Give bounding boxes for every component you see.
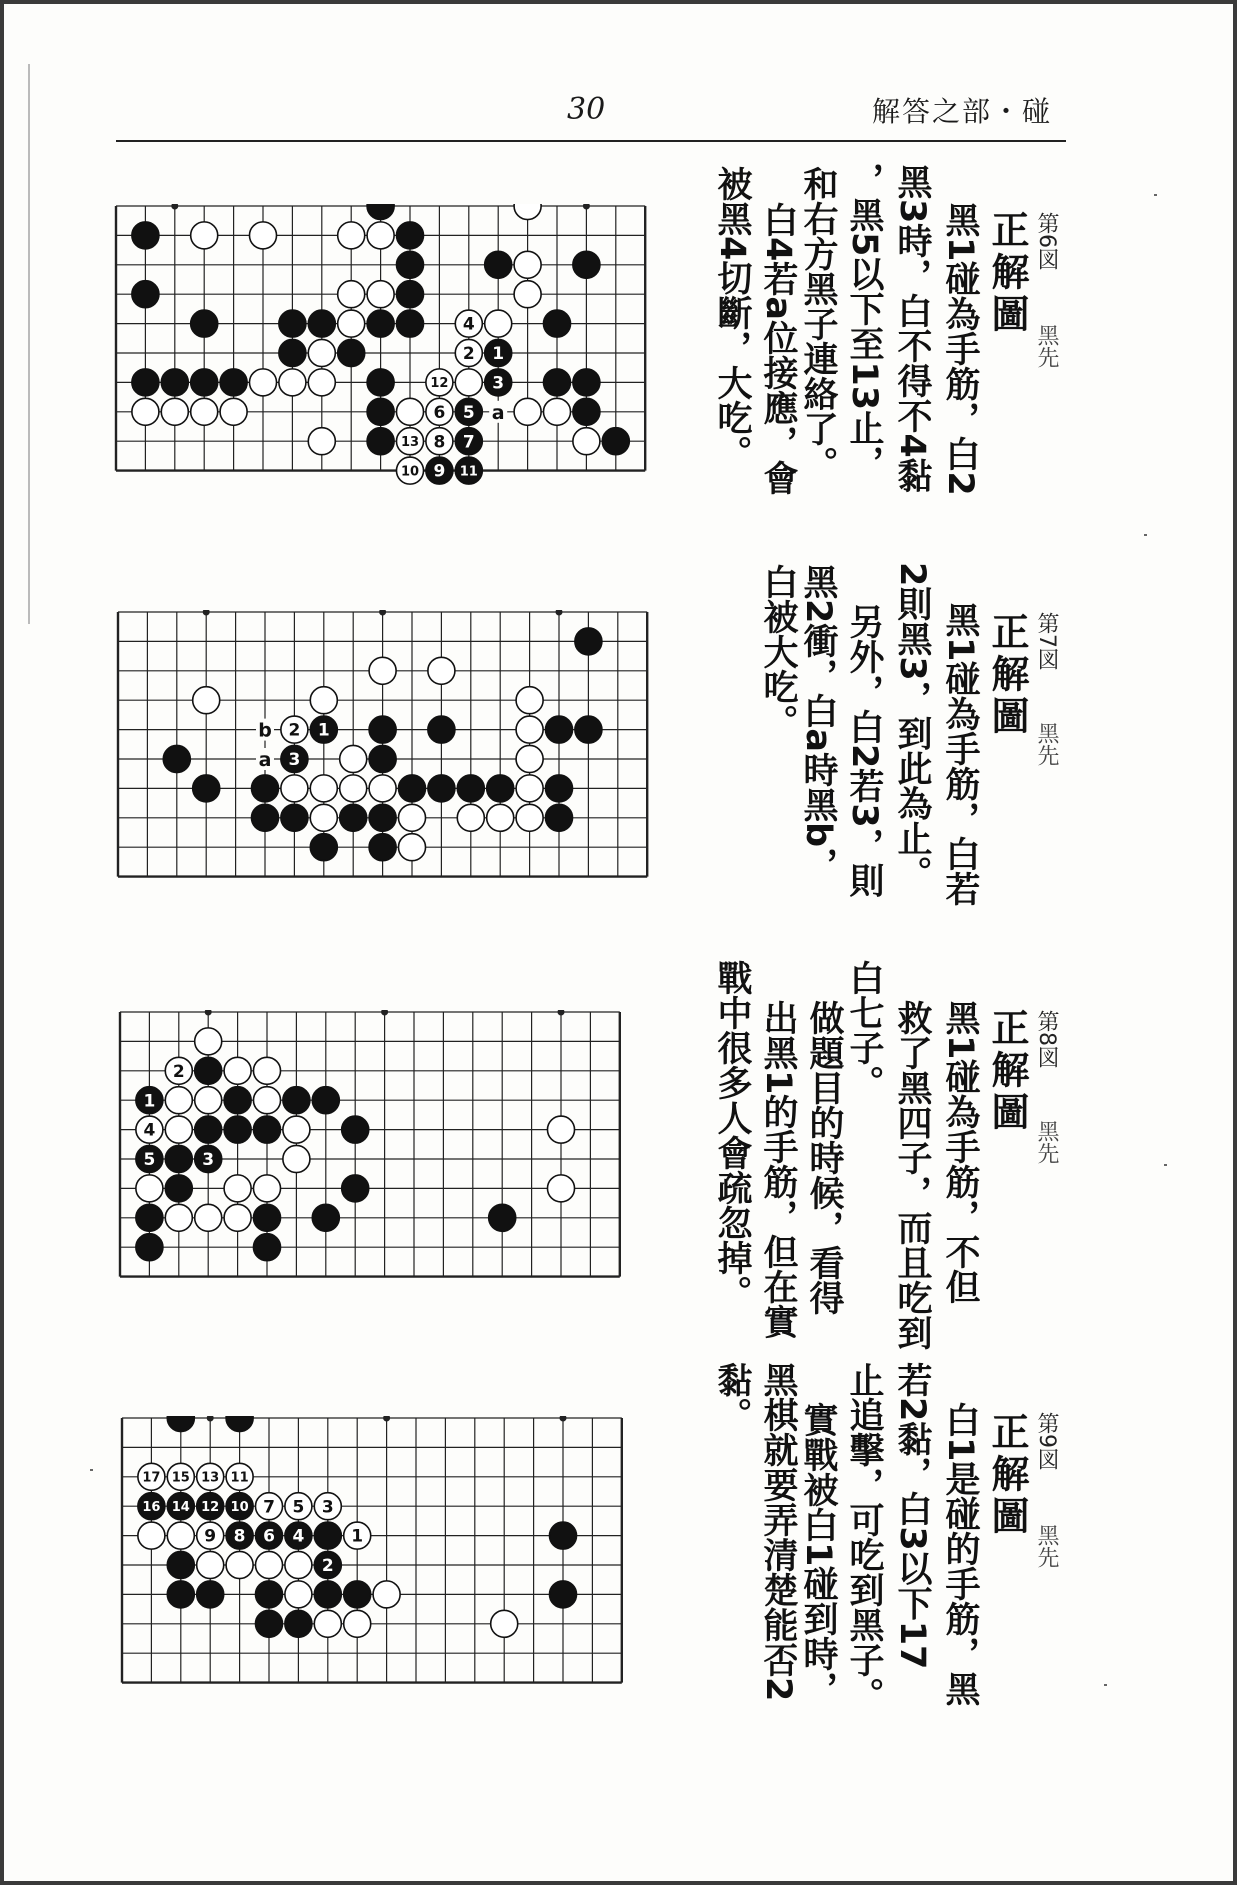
scan-speck xyxy=(28,64,30,624)
white-stone xyxy=(191,398,218,425)
white-stone xyxy=(195,1087,222,1114)
white-stone xyxy=(314,1610,341,1637)
black-stone xyxy=(136,1204,163,1231)
white-stone xyxy=(373,1581,400,1608)
white-stone xyxy=(253,1175,280,1202)
white-stone xyxy=(165,1087,192,1114)
black-stone xyxy=(428,775,455,802)
star-point xyxy=(556,610,563,616)
move-number: 6 xyxy=(263,1526,275,1547)
move-number: 2 xyxy=(172,1061,185,1082)
text-line-6-1: 黑1碰為手筋，白2 xyxy=(940,202,980,496)
white-stone xyxy=(165,1204,192,1231)
black-stone xyxy=(543,369,570,396)
white-stone xyxy=(398,804,425,831)
black-stone xyxy=(314,1581,341,1608)
running-header: 解答之部・碰 xyxy=(872,95,1053,128)
black-stone xyxy=(344,1581,371,1608)
figure-label-7: 第7図 xyxy=(1034,612,1059,670)
black-stone xyxy=(367,369,394,396)
black-stone xyxy=(369,745,396,772)
go-diagram-9 xyxy=(120,1416,660,1706)
black-stone xyxy=(308,310,335,337)
move-number: 10 xyxy=(230,1499,249,1515)
black-stone xyxy=(573,369,600,396)
book-page xyxy=(4,4,1233,1881)
white-stone xyxy=(338,310,365,337)
white-stone xyxy=(367,222,394,249)
point-label: b xyxy=(258,719,272,742)
scan-speck xyxy=(90,1469,93,1471)
mover-label-7: 黑先 xyxy=(1034,722,1059,766)
white-stone xyxy=(457,804,484,831)
figure-label-9: 第9図 xyxy=(1034,1412,1059,1470)
white-stone xyxy=(195,1204,222,1231)
white-stone xyxy=(487,804,514,831)
white-stone xyxy=(547,1175,574,1202)
move-number: 6 xyxy=(433,402,446,423)
text-line-7-3: 另外，白2若3，則 xyxy=(844,604,884,898)
white-stone xyxy=(514,281,541,308)
black-stone xyxy=(285,1610,312,1637)
white-stone xyxy=(310,775,337,802)
black-stone xyxy=(342,1175,369,1202)
black-stone xyxy=(340,804,367,831)
black-stone xyxy=(487,775,514,802)
scan-speck xyxy=(1164,1164,1167,1166)
white-stone xyxy=(224,1204,251,1231)
page-number: 30 xyxy=(567,92,606,127)
black-stone xyxy=(255,1610,282,1637)
go-diagram-8 xyxy=(118,1010,658,1300)
move-number: 5 xyxy=(462,402,475,423)
move-number: 4 xyxy=(462,314,475,335)
black-stone xyxy=(193,775,220,802)
white-stone xyxy=(516,716,543,743)
figure-label-8: 第8図 xyxy=(1034,1010,1059,1068)
black-stone xyxy=(165,1145,192,1172)
text-line-6-2: 黑3時，白不得不4黏 xyxy=(892,164,932,493)
white-stone xyxy=(249,369,276,396)
white-stone xyxy=(220,398,247,425)
star-point xyxy=(171,204,178,210)
white-stone xyxy=(193,687,220,714)
black-stone xyxy=(369,834,396,861)
white-stone xyxy=(573,428,600,455)
star-point xyxy=(381,1010,388,1016)
star-point xyxy=(379,610,386,616)
text-line-9-1: 白1是碰的手筋，黑 xyxy=(940,1402,980,1707)
black-stone xyxy=(136,1234,163,1261)
black-stone xyxy=(226,1416,253,1432)
star-point xyxy=(205,1010,212,1016)
black-stone xyxy=(163,745,190,772)
white-stone xyxy=(338,222,365,249)
black-stone xyxy=(195,1057,222,1084)
text-line-6-6: 被黑4切斷，大吃。 xyxy=(712,166,752,471)
black-stone xyxy=(191,310,218,337)
black-stone xyxy=(549,1581,576,1608)
white-stone xyxy=(369,657,396,684)
black-stone xyxy=(342,1116,369,1143)
white-stone xyxy=(516,775,543,802)
black-stone xyxy=(367,428,394,455)
text-line-9-5: 黑棋就要弄清楚能否2 xyxy=(758,1362,798,1702)
white-stone xyxy=(396,398,423,425)
black-stone xyxy=(573,398,600,425)
white-stone xyxy=(514,251,541,278)
white-stone xyxy=(543,398,570,425)
move-number: 3 xyxy=(321,1497,334,1518)
move-number: 2 xyxy=(321,1556,334,1577)
black-stone xyxy=(398,775,425,802)
black-stone xyxy=(220,369,247,396)
move-number: 10 xyxy=(400,464,420,480)
black-stone xyxy=(549,1522,576,1549)
move-number: 16 xyxy=(142,1499,161,1515)
text-line-7-4: 黑2衝，白a時黑b， xyxy=(798,564,838,883)
text-line-7-5: 白被大吃。 xyxy=(758,564,798,739)
black-stone xyxy=(224,1116,251,1143)
move-number: 12 xyxy=(201,1499,220,1515)
move-number: 4 xyxy=(292,1526,305,1547)
white-stone xyxy=(455,369,482,396)
white-stone xyxy=(138,1522,165,1549)
move-number: 3 xyxy=(288,750,301,771)
text-line-8-5: 出黑1的手筋，但在實 xyxy=(758,1000,798,1340)
black-stone xyxy=(279,339,306,366)
white-stone xyxy=(283,1116,310,1143)
black-stone xyxy=(132,281,159,308)
white-stone xyxy=(195,1028,222,1055)
point-label: a xyxy=(258,749,272,771)
white-stone xyxy=(428,657,455,684)
black-stone xyxy=(545,775,572,802)
white-stone xyxy=(514,204,541,220)
white-stone xyxy=(249,222,276,249)
header-rule xyxy=(116,140,1066,142)
white-stone xyxy=(338,281,365,308)
white-stone xyxy=(367,281,394,308)
black-stone xyxy=(253,1204,280,1231)
black-stone xyxy=(165,1175,192,1202)
move-number: 7 xyxy=(462,432,475,453)
black-stone xyxy=(167,1551,194,1578)
white-stone xyxy=(224,1057,251,1084)
star-point xyxy=(560,1416,567,1422)
white-stone xyxy=(491,1610,518,1637)
black-stone xyxy=(314,1522,341,1549)
white-stone xyxy=(132,398,159,425)
mover-label-9: 黑先 xyxy=(1034,1524,1059,1568)
black-stone xyxy=(428,716,455,743)
text-line-8-6: 戰中很多人會疏忽掉。 xyxy=(712,960,752,1310)
black-stone xyxy=(167,1416,194,1432)
white-stone xyxy=(226,1551,253,1578)
scan-speck xyxy=(1104,1684,1107,1686)
white-stone xyxy=(308,339,335,366)
black-stone xyxy=(575,716,602,743)
black-stone xyxy=(367,310,394,337)
text-line-8-1: 黑1碰為手筋，不但 xyxy=(940,1000,980,1305)
move-number: 1 xyxy=(143,1091,156,1112)
black-stone xyxy=(573,251,600,278)
text-line-8-2: 救了黑四子，而且吃到 xyxy=(892,1000,932,1350)
text-line-9-3: 止追擊，可吃到黑子。 xyxy=(844,1362,884,1712)
text-line-6-3: ，黑5以下至13止， xyxy=(844,162,884,481)
move-number: 15 xyxy=(171,1470,190,1486)
black-stone xyxy=(369,804,396,831)
move-number: 8 xyxy=(233,1526,246,1547)
star-point xyxy=(558,1010,565,1016)
black-stone xyxy=(253,1116,280,1143)
star-point xyxy=(203,610,210,616)
move-number: 4 xyxy=(143,1120,156,1141)
white-stone xyxy=(136,1175,163,1202)
star-point xyxy=(583,204,590,210)
black-stone xyxy=(396,310,423,337)
title-6: 正解圖 xyxy=(985,210,1029,336)
black-stone xyxy=(367,398,394,425)
black-stone xyxy=(545,716,572,743)
white-stone xyxy=(310,687,337,714)
move-number: 12 xyxy=(430,376,449,392)
move-number: 11 xyxy=(230,1470,249,1486)
black-stone xyxy=(251,775,278,802)
move-number: 17 xyxy=(142,1470,161,1486)
star-point xyxy=(383,1416,390,1422)
white-stone xyxy=(514,398,541,425)
move-number: 5 xyxy=(143,1150,156,1171)
white-stone xyxy=(344,1610,371,1637)
move-number: 1 xyxy=(492,344,505,365)
black-stone xyxy=(132,222,159,249)
white-stone xyxy=(197,1551,224,1578)
text-line-7-2: 2則黑3，到此為止。 xyxy=(892,562,932,891)
white-stone xyxy=(340,775,367,802)
white-stone xyxy=(161,398,188,425)
black-stone xyxy=(485,251,512,278)
white-stone xyxy=(340,745,367,772)
white-stone xyxy=(224,1175,251,1202)
text-line-9-4: 實戰被白1碰到時， xyxy=(798,1402,838,1707)
move-number: 14 xyxy=(171,1499,190,1515)
move-number: 2 xyxy=(288,720,301,741)
black-stone xyxy=(602,428,629,455)
white-stone xyxy=(285,1581,312,1608)
black-stone xyxy=(283,1087,310,1114)
text-line-8-4: 做題目的時候，看得 xyxy=(804,1000,844,1315)
white-stone xyxy=(547,1116,574,1143)
title-9: 正解圖 xyxy=(985,1412,1029,1538)
black-stone xyxy=(396,281,423,308)
white-stone xyxy=(285,1551,312,1578)
black-stone xyxy=(279,310,306,337)
mover-label-6: 黑先 xyxy=(1034,324,1059,368)
black-stone xyxy=(197,1581,224,1608)
black-stone xyxy=(396,222,423,249)
move-number: 9 xyxy=(204,1526,217,1547)
move-number: 13 xyxy=(201,1470,220,1486)
black-stone xyxy=(457,775,484,802)
black-stone xyxy=(396,251,423,278)
white-stone xyxy=(516,687,543,714)
white-stone xyxy=(308,428,335,455)
text-line-8-3: 白七子。 xyxy=(844,960,884,1100)
move-number: 7 xyxy=(263,1497,275,1518)
white-stone xyxy=(398,834,425,861)
white-stone xyxy=(165,1116,192,1143)
text-line-9-6: 黏。 xyxy=(712,1362,752,1432)
title-7: 正解圖 xyxy=(985,612,1029,738)
white-stone xyxy=(283,1145,310,1172)
move-number: 2 xyxy=(462,344,475,365)
black-stone xyxy=(543,310,570,337)
text-line-9-2: 若2黏，白3以下17 xyxy=(892,1362,932,1670)
white-stone xyxy=(516,745,543,772)
black-stone xyxy=(281,804,308,831)
white-stone xyxy=(485,310,512,337)
white-stone xyxy=(369,775,396,802)
move-number: 3 xyxy=(202,1150,215,1171)
white-stone xyxy=(281,775,308,802)
move-number: 8 xyxy=(433,432,446,453)
move-number: 1 xyxy=(317,720,330,741)
move-number: 13 xyxy=(400,434,420,450)
black-stone xyxy=(224,1087,251,1114)
black-stone xyxy=(312,1087,339,1114)
white-stone xyxy=(191,222,218,249)
black-stone xyxy=(251,804,278,831)
text-line-7-1: 黑1碰為手筋，白若 xyxy=(940,602,980,907)
black-stone xyxy=(195,1116,222,1143)
point-label: a xyxy=(491,401,505,424)
black-stone xyxy=(253,1234,280,1261)
black-stone xyxy=(338,339,365,366)
move-number: 1 xyxy=(351,1526,364,1547)
move-number: 9 xyxy=(433,461,446,482)
black-stone xyxy=(161,369,188,396)
move-number: 3 xyxy=(492,373,505,394)
black-stone xyxy=(545,804,572,831)
text-line-6-5: 白4若a位接應，會 xyxy=(758,202,798,495)
go-diagram-6 xyxy=(114,204,654,494)
black-stone xyxy=(367,204,394,220)
star-point xyxy=(207,1416,214,1422)
figure-label-6: 第6図 xyxy=(1034,212,1059,270)
black-stone xyxy=(255,1581,282,1608)
white-stone xyxy=(516,804,543,831)
mover-label-8: 黑先 xyxy=(1034,1120,1059,1164)
black-stone xyxy=(132,369,159,396)
white-stone xyxy=(308,369,335,396)
move-number: 5 xyxy=(292,1497,305,1518)
white-stone xyxy=(255,1551,282,1578)
white-stone xyxy=(310,804,337,831)
black-stone xyxy=(312,1204,339,1231)
black-stone xyxy=(310,834,337,861)
title-8: 正解圖 xyxy=(985,1008,1029,1134)
black-stone xyxy=(167,1581,194,1608)
scan-speck xyxy=(1144,534,1147,536)
go-diagram-7 xyxy=(116,610,656,900)
white-stone xyxy=(279,369,306,396)
black-stone xyxy=(489,1204,516,1231)
black-stone xyxy=(191,369,218,396)
move-number: 11 xyxy=(459,464,478,480)
white-stone xyxy=(167,1522,194,1549)
black-stone xyxy=(575,628,602,655)
white-stone xyxy=(253,1057,280,1084)
scan-speck xyxy=(1154,194,1157,196)
text-line-6-4: 和右方黑子連絡了。 xyxy=(798,166,838,481)
white-stone xyxy=(253,1087,280,1114)
black-stone xyxy=(369,716,396,743)
